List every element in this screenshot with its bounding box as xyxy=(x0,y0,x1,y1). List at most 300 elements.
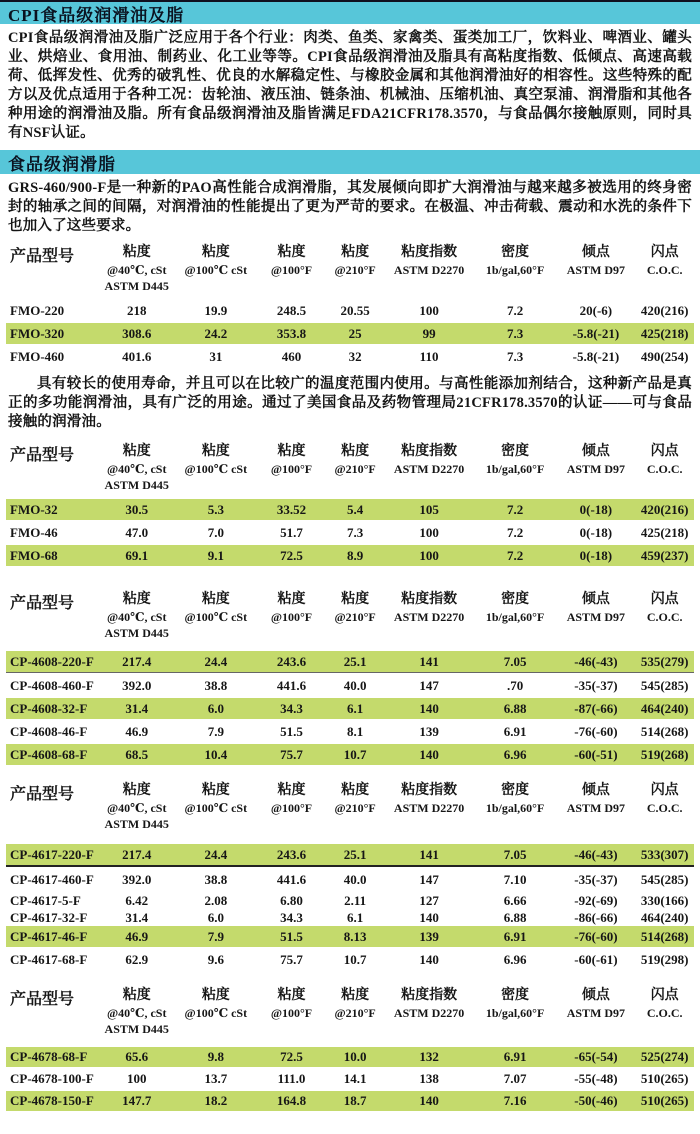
cell-value: 31.4 xyxy=(125,700,149,716)
cell-value: .70 xyxy=(506,677,524,693)
cell-value: 6.96 xyxy=(503,746,527,762)
cell-value: 330(166) xyxy=(640,892,689,908)
column-header xyxy=(635,442,693,493)
cell-value: 7.2 xyxy=(506,524,524,540)
cell-value: 100 xyxy=(419,524,439,540)
cell-value: 519(298) xyxy=(640,951,689,967)
column-header-text: 倾点 xyxy=(581,783,610,798)
column-header-text: 密度 xyxy=(501,988,530,1003)
cell-value: 164.8 xyxy=(276,1093,307,1108)
cell-value: 40.0 xyxy=(343,677,367,693)
cell-value: 24.4 xyxy=(204,846,228,862)
column-header xyxy=(556,442,635,493)
column-header-text: ASTM D97 xyxy=(566,462,626,476)
cell-value: 392.0 xyxy=(122,677,152,693)
section-title-bar-grease xyxy=(0,150,700,174)
cell-value: 65.6 xyxy=(125,1049,149,1064)
column-header-product: 产品型号 xyxy=(10,595,75,612)
cell-value: 127 xyxy=(419,892,439,908)
product-model: CP-4608-460-F xyxy=(10,677,94,693)
column-header-text: 闪点 xyxy=(650,783,679,798)
table-row xyxy=(6,346,694,367)
column-header-text: 粘度 xyxy=(341,988,370,1003)
cell-value: 14.1 xyxy=(343,1071,367,1086)
cell-value: 62.9 xyxy=(125,951,149,967)
column-header-text: @40℃, cSt xyxy=(106,801,167,815)
cell-value: 10.7 xyxy=(343,951,367,967)
column-header-text: ASTM D97 xyxy=(566,801,626,815)
table-row xyxy=(6,1069,694,1089)
cell-value: 7.9 xyxy=(207,723,224,739)
cell-value: 6.91 xyxy=(503,928,527,944)
column-header-text: 闪点 xyxy=(650,444,679,459)
product-table-fmo-light xyxy=(6,438,694,566)
cell-value: 217.4 xyxy=(122,846,152,862)
cell-value: 51.7 xyxy=(280,524,303,540)
column-header-text: 粘度 xyxy=(122,444,151,459)
table-body xyxy=(6,499,694,566)
cell-value: 20.55 xyxy=(340,302,370,318)
column-header-text: 密度 xyxy=(501,245,530,260)
section-title-bar-main xyxy=(0,0,700,24)
column-header-text: ASTM D445 xyxy=(104,817,169,831)
column-header-text: C.O.C. xyxy=(646,1006,683,1020)
product-table-cp4617 xyxy=(6,777,694,970)
cell-value: 141 xyxy=(419,846,439,862)
column-header-text: @100°F xyxy=(270,610,313,624)
table-row xyxy=(6,844,694,867)
cell-value: 6.42 xyxy=(125,892,149,908)
column-header xyxy=(474,590,557,641)
product-model: CP-4608-68-F xyxy=(10,746,88,762)
cell-value: 353.8 xyxy=(276,325,307,341)
cell-value: 0(-18) xyxy=(579,501,613,517)
column-header-text: @100°F xyxy=(270,263,313,277)
product-model: CP-4678-150-F xyxy=(10,1093,94,1108)
cell-value: -60(-61) xyxy=(574,951,618,967)
column-header-product: 产品型号 xyxy=(10,991,75,1008)
cell-value: 7.05 xyxy=(503,653,527,669)
cell-value: 248.5 xyxy=(276,302,307,318)
column-header xyxy=(384,590,473,641)
column-header xyxy=(635,986,693,1037)
cell-value: 9.6 xyxy=(207,951,224,967)
cell-value: 147 xyxy=(419,677,439,693)
column-header-text: 倾点 xyxy=(581,444,610,459)
column-header-text: ASTM D445 xyxy=(104,626,169,640)
column-header-text: ASTM D2270 xyxy=(393,263,465,277)
cell-value: 19.9 xyxy=(204,302,228,318)
table-header-row xyxy=(6,586,694,641)
cell-value: 420(216) xyxy=(640,302,689,318)
cell-value: 6.96 xyxy=(503,951,527,967)
table-row xyxy=(6,721,694,742)
cell-value: 0(-18) xyxy=(579,547,613,563)
column-header-text: 粘度 xyxy=(341,245,370,260)
cell-value: 6.80 xyxy=(280,892,303,908)
cell-value: 139 xyxy=(419,723,439,739)
cell-value: 34.3 xyxy=(280,909,303,925)
cell-value: 441.6 xyxy=(276,677,307,693)
column-header xyxy=(99,781,175,832)
cell-value: 18.7 xyxy=(343,1093,367,1108)
cell-value: 141 xyxy=(419,653,439,669)
column-header xyxy=(635,781,693,832)
column-header-text: 倾点 xyxy=(581,592,610,607)
product-table-cp4678 xyxy=(6,982,694,1111)
cell-value: 6.0 xyxy=(207,700,224,716)
cell-value: 545(285) xyxy=(640,677,689,693)
column-header-text: 倾点 xyxy=(581,988,610,1003)
cell-value: 68.5 xyxy=(125,746,149,762)
table-row xyxy=(6,323,694,344)
cell-value: 460 xyxy=(281,348,302,364)
column-header-text: 粘度 xyxy=(122,245,151,260)
column-header-text: 粘度 xyxy=(201,444,230,459)
column-header xyxy=(384,243,473,294)
cell-value: 140 xyxy=(419,1093,439,1108)
product-model: FMO-320 xyxy=(10,325,65,341)
cell-value: 100 xyxy=(419,547,439,563)
column-header-text: 密度 xyxy=(501,592,530,607)
column-header-text: @210°F xyxy=(334,1006,376,1020)
cell-value: 47.0 xyxy=(125,524,149,540)
table-row xyxy=(6,869,694,890)
cell-value: 140 xyxy=(419,700,439,716)
cell-value: 51.5 xyxy=(280,723,303,739)
column-header xyxy=(326,442,384,493)
column-header-text: 1b/gal,60°F xyxy=(485,263,545,277)
column-header-text: 粘度指数 xyxy=(401,592,458,607)
cell-value: 401.6 xyxy=(122,348,152,364)
cell-value: 38.8 xyxy=(204,677,228,693)
table-header-row xyxy=(6,777,694,832)
column-header-text: ASTM D2270 xyxy=(393,610,465,624)
product-model: FMO-46 xyxy=(10,524,58,540)
cell-value: 20(-6) xyxy=(579,302,613,318)
cell-value: 46.9 xyxy=(125,928,149,944)
column-header-text: @100°F xyxy=(270,462,313,476)
table-row xyxy=(6,675,694,696)
product-table-cp4608 xyxy=(6,586,694,765)
column-header xyxy=(257,781,326,832)
column-header-text: @100℃ cSt xyxy=(184,462,248,476)
column-header-text: @210°F xyxy=(334,263,376,277)
table-row xyxy=(6,892,694,909)
cell-value: 464(240) xyxy=(640,700,689,716)
cell-value: -35(-37) xyxy=(574,871,618,887)
cell-value: 31 xyxy=(209,348,223,364)
cell-value: 140 xyxy=(419,951,439,967)
cell-value: -5.8(-21) xyxy=(572,348,620,364)
column-header xyxy=(99,986,175,1037)
product-model: CP-4617-5-F xyxy=(10,892,81,908)
cell-value: 2.08 xyxy=(204,892,228,908)
cell-value: 100 xyxy=(419,302,439,318)
product-table-fmo-heavy xyxy=(6,239,694,367)
cell-value: -35(-37) xyxy=(574,677,618,693)
column-header-text: @100°F xyxy=(270,1006,313,1020)
column-header-text: 粘度 xyxy=(122,783,151,798)
cell-value: 140 xyxy=(419,909,439,925)
column-header-text: C.O.C. xyxy=(646,462,683,476)
table-row xyxy=(6,651,694,673)
column-header xyxy=(474,986,557,1037)
cell-value: 519(268) xyxy=(640,746,689,762)
column-header-text: @100℃ cSt xyxy=(184,1006,248,1020)
column-header-text: @100℃ cSt xyxy=(184,263,248,277)
column-header-text: 闪点 xyxy=(650,592,679,607)
cell-value: 7.2 xyxy=(506,302,524,318)
cell-value: 7.05 xyxy=(503,846,527,862)
column-header-text: 1b/gal,60°F xyxy=(485,801,545,815)
cell-value: 51.5 xyxy=(280,928,303,944)
cell-value: 425(218) xyxy=(640,325,689,341)
column-header-product: 产品型号 xyxy=(10,786,75,803)
cell-value: 6.91 xyxy=(503,723,527,739)
column-header xyxy=(326,243,384,294)
cell-value: 46.9 xyxy=(125,723,149,739)
cell-value: 514(268) xyxy=(640,723,689,739)
product-model: CP-4678-100-F xyxy=(10,1071,94,1086)
cell-value: -76(-60) xyxy=(574,723,618,739)
cell-value: 30.5 xyxy=(125,501,149,517)
cell-value: -46(-43) xyxy=(574,846,618,862)
table-row xyxy=(6,1047,694,1067)
column-header-text: 1b/gal,60°F xyxy=(485,462,545,476)
cell-value: 105 xyxy=(419,501,439,517)
cell-value: 10.7 xyxy=(343,746,367,762)
cell-value: 6.66 xyxy=(503,892,527,908)
cell-value: 7.9 xyxy=(207,928,224,944)
table-body xyxy=(6,844,694,970)
column-header xyxy=(556,781,635,832)
cell-value: 72.5 xyxy=(280,547,303,563)
column-header-text: 密度 xyxy=(501,783,530,798)
column-header xyxy=(175,590,258,641)
cell-value: 111.0 xyxy=(277,1071,306,1086)
cell-value: -46(-43) xyxy=(574,653,618,669)
column-header xyxy=(326,986,384,1037)
column-header-text: C.O.C. xyxy=(646,610,683,624)
column-header xyxy=(99,442,175,493)
column-header-text: @40℃, cSt xyxy=(106,263,167,277)
cell-value: 7.0 xyxy=(207,524,224,540)
cell-value: 7.16 xyxy=(503,1093,527,1108)
column-header xyxy=(384,781,473,832)
column-header-text: 粘度 xyxy=(201,245,230,260)
cell-value: 525(274) xyxy=(640,1049,689,1064)
cell-value: 218 xyxy=(126,302,147,318)
cell-value: 7.3 xyxy=(347,524,364,540)
cell-value: -5.8(-21) xyxy=(572,325,620,341)
table-row xyxy=(6,300,694,321)
grease-paragraph: GRS-460/900-F是一种新的PAO高性能合成润滑脂，其发展倾向即扩大润滑油与越来越多被选用的终身密封的轴承之间的间隔，对润滑油的性能提出了更为严苛的要求。在极温、冲击荷载、震动和水洗的条件下也加入了这些要求。 xyxy=(8,180,692,234)
table-body xyxy=(6,1047,694,1111)
cell-value: 6.88 xyxy=(503,700,527,716)
cell-value: 425(218) xyxy=(640,524,689,540)
cell-value: 32 xyxy=(348,348,362,364)
cell-value: 6.1 xyxy=(347,700,364,716)
column-header-text: 闪点 xyxy=(650,988,679,1003)
cell-value: 9.1 xyxy=(207,547,224,563)
column-header-text: ASTM D97 xyxy=(566,1006,626,1020)
column-header xyxy=(474,243,557,294)
cell-value: 31.4 xyxy=(125,909,149,925)
cell-value: 10.4 xyxy=(204,746,228,762)
cell-value: 24.4 xyxy=(204,653,228,669)
cell-value: 25.1 xyxy=(343,653,367,669)
column-header xyxy=(635,590,693,641)
column-header-text: ASTM D2270 xyxy=(393,801,465,815)
product-model: FMO-220 xyxy=(10,302,65,318)
table-header-row xyxy=(6,438,694,493)
table-row xyxy=(6,744,694,765)
section-title: 食品级润滑脂 xyxy=(8,154,116,174)
cell-value: 18.2 xyxy=(204,1093,228,1108)
column-header-text: ASTM D97 xyxy=(566,263,626,277)
column-header-text: @210°F xyxy=(334,801,376,815)
column-header-text: 粘度指数 xyxy=(401,444,458,459)
product-model: CP-4617-32-F xyxy=(10,909,88,925)
product-model: CP-4617-68-F xyxy=(10,951,88,967)
cell-value: 533(307) xyxy=(640,846,689,862)
cell-value: 33.52 xyxy=(276,501,307,517)
table-row xyxy=(6,499,694,520)
cell-value: 10.0 xyxy=(343,1049,367,1064)
column-header-text: 粘度 xyxy=(201,592,230,607)
table-row xyxy=(6,909,694,926)
column-header-text: 粘度 xyxy=(201,783,230,798)
cell-value: 2.11 xyxy=(344,892,367,908)
cell-value: 7.3 xyxy=(506,348,524,364)
cell-value: 217.4 xyxy=(122,653,152,669)
column-header-text: 粘度 xyxy=(201,988,230,1003)
column-header-text: 粘度指数 xyxy=(401,245,458,260)
column-header-text: ASTM D445 xyxy=(104,1022,169,1036)
cell-value: -92(-69) xyxy=(574,892,618,908)
column-header-text: 粘度 xyxy=(122,592,151,607)
cell-value: 140 xyxy=(419,746,439,762)
cell-value: 514(268) xyxy=(640,928,689,944)
column-header-text: @210°F xyxy=(334,462,376,476)
column-header xyxy=(384,986,473,1037)
cell-value: 7.2 xyxy=(506,501,524,517)
column-header xyxy=(257,590,326,641)
cell-value: 420(216) xyxy=(640,501,689,517)
column-header-text: C.O.C. xyxy=(646,801,683,815)
column-header-text: ASTM D97 xyxy=(566,610,626,624)
cell-value: 490(254) xyxy=(640,348,689,364)
lifetime-paragraph: 具有较长的使用寿命，并且可以在比较广的温度范围内使用。与高性能添加剂结合，这种新产品是真正的多功能润滑油，具有广泛的用途。通过了美国食品及药物管理局21CFR178.3570的认证——可与食品接触的润滑油。 xyxy=(8,376,692,430)
cell-value: 243.6 xyxy=(276,846,307,862)
column-header xyxy=(175,781,258,832)
cell-value: 9.8 xyxy=(207,1049,224,1064)
cell-value: 34.3 xyxy=(280,700,303,716)
column-header-text: 粘度 xyxy=(341,592,370,607)
column-header xyxy=(384,442,473,493)
column-header-text: @40℃, cSt xyxy=(106,462,167,476)
column-header-text: 粘度 xyxy=(277,592,306,607)
table-row xyxy=(6,522,694,543)
product-model: FMO-68 xyxy=(10,547,58,563)
column-header-text: 粘度 xyxy=(277,245,306,260)
product-model: FMO-460 xyxy=(10,348,65,364)
product-model: CP-4608-46-F xyxy=(10,723,88,739)
cell-value: 243.6 xyxy=(276,653,307,669)
table-row xyxy=(6,698,694,719)
cell-value: 7.07 xyxy=(503,1071,527,1086)
cell-value: 5.3 xyxy=(207,501,224,517)
cell-value: 38.8 xyxy=(204,871,228,887)
column-header xyxy=(99,590,175,641)
column-header-product: 产品型号 xyxy=(10,447,75,464)
cell-value: 110 xyxy=(419,348,439,364)
column-header-text: @40℃, cSt xyxy=(106,610,167,624)
cell-value: 7.10 xyxy=(503,871,527,887)
table-row xyxy=(6,1091,694,1111)
column-header-text: @210°F xyxy=(334,610,376,624)
column-header-text: ASTM D445 xyxy=(104,478,169,492)
table-body xyxy=(6,651,694,765)
column-header xyxy=(556,243,635,294)
cell-value: 392.0 xyxy=(122,871,152,887)
cell-value: -87(-66) xyxy=(574,700,618,716)
cell-value: 8.13 xyxy=(343,928,367,944)
cell-value: 308.6 xyxy=(122,325,152,341)
column-header-text: 密度 xyxy=(501,444,530,459)
column-header xyxy=(257,442,326,493)
column-header xyxy=(326,781,384,832)
table-row xyxy=(6,545,694,566)
cell-value: 8.9 xyxy=(347,547,364,563)
column-header-text: @100℃ cSt xyxy=(184,801,248,815)
cell-value: 510(265) xyxy=(640,1071,689,1086)
product-model: CP-4617-220-F xyxy=(10,846,94,862)
cell-value: 8.1 xyxy=(347,723,364,739)
column-header-text: ASTM D2270 xyxy=(393,462,465,476)
cell-value: 25.1 xyxy=(343,846,367,862)
cell-value: 69.1 xyxy=(125,547,149,563)
cell-value: 464(240) xyxy=(640,909,689,925)
cell-value: 6.91 xyxy=(503,1049,527,1064)
cell-value: 6.88 xyxy=(503,909,527,925)
cell-value: -60(-51) xyxy=(574,746,618,762)
cell-value: 13.7 xyxy=(204,1071,228,1086)
intro-paragraph: CPI食品级润滑油及脂广泛应用于各个行业：肉类、鱼类、家禽类、蛋类加工厂，饮料业、啤酒业、罐头业、烘焙业、食用油、制药业、化工业等等。CPI食品级润滑油及脂具有高粘度指数、低倾点、高速高载荷、低挥发性、优秀的破乳性、优良的水解稳定性、与橡胶金属和其他润滑油好的相容性。这些特殊的配方以及优点适用于各种工况：齿轮油、液压油、链条油、机械油、压缩机油、真空泵浦、润滑脂和其他各种用途的润滑油及脂。所有食品级润滑油及脂皆满足FDA21CFR178.3570，与食品偶尔接触原则，同时具有NSF认证。 xyxy=(8,30,692,141)
column-header-text: 粘度 xyxy=(122,988,151,1003)
cell-value: 24.2 xyxy=(204,325,228,341)
column-header-text: 倾点 xyxy=(581,245,610,260)
cell-value: 99 xyxy=(422,325,436,341)
column-header-text: 粘度 xyxy=(341,783,370,798)
table-row xyxy=(6,926,694,947)
cell-value: -86(-66) xyxy=(574,909,618,925)
cell-value: 100 xyxy=(126,1071,147,1086)
column-header-text: 粘度 xyxy=(277,783,306,798)
cell-value: 510(265) xyxy=(640,1093,689,1108)
column-header-text: 粘度指数 xyxy=(401,988,458,1003)
cell-value: 132 xyxy=(419,1049,439,1064)
cell-value: 7.2 xyxy=(506,547,524,563)
product-model: CP-4608-32-F xyxy=(10,700,88,716)
product-model: FMO-32 xyxy=(10,501,58,517)
product-model: CP-4608-220-F xyxy=(10,653,94,669)
table-body xyxy=(6,300,694,367)
column-header-text: @100°F xyxy=(270,801,313,815)
cell-value: -50(-46) xyxy=(574,1093,618,1108)
product-model: CP-4617-460-F xyxy=(10,871,94,887)
